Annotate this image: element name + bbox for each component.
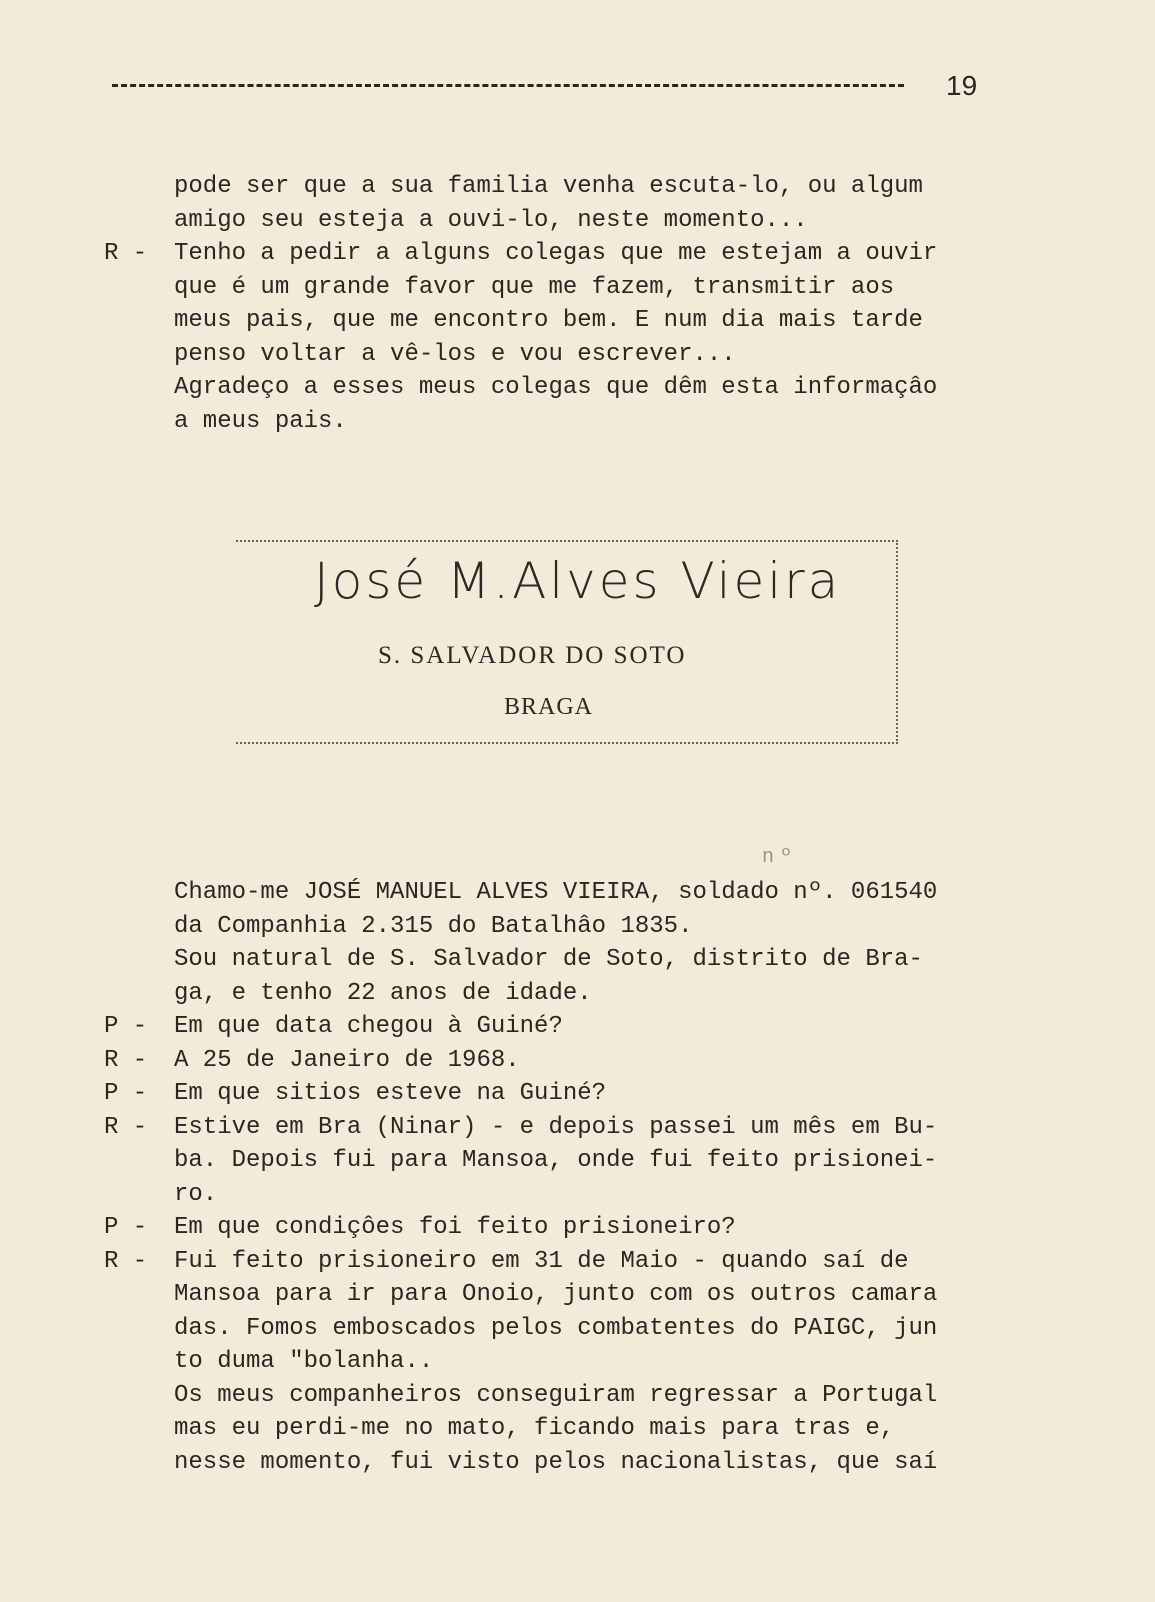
- stamp-place: S. SALVADOR DO SOTO: [378, 642, 687, 669]
- text-line: [104, 405, 1014, 439]
- line-text: ga, e tenho 22 anos de idade.: [174, 979, 592, 1007]
- address-stamp: [236, 540, 898, 744]
- line-text: to duma "bolanha..: [174, 1348, 434, 1375]
- text-line: [104, 1077, 1014, 1111]
- text-line: [104, 1044, 1014, 1078]
- line-text: Mansoa para ir para Onoio, junto com os outros camara: [174, 1281, 938, 1308]
- text-line: [104, 371, 1014, 405]
- text-line: [104, 237, 1014, 271]
- speaker-label: P -: [104, 1080, 148, 1107]
- line-text: da Companhia 2.315 do Batalhâo 1835.: [174, 912, 693, 940]
- line-text: Chamo-me JOSÉ MANUEL ALVES VIEIRA, soldado nº. 061540: [174, 879, 938, 906]
- line-text: mas eu perdi-me no mato, ficando mais para tras e,: [174, 1415, 895, 1442]
- speaker-label: R -: [104, 1113, 148, 1141]
- text-line: [104, 1345, 1014, 1379]
- text-line: [104, 1245, 1014, 1279]
- line-text: A 25 de Janeiro de 1968.: [174, 1046, 520, 1074]
- text-line: [104, 943, 1014, 977]
- line-text: Fui feito prisioneiro em 31 de Maio - quando saí de: [174, 1247, 909, 1275]
- page-number: 19: [946, 70, 978, 101]
- text-line: [104, 1446, 1014, 1480]
- speaker-label: P -: [104, 1214, 148, 1241]
- text-line: [104, 876, 1014, 910]
- text-line: [104, 1144, 1014, 1178]
- text-line: [104, 1211, 1014, 1245]
- text-line: [104, 1312, 1014, 1346]
- line-text: pode ser que a sua familia venha escuta-lo, ou algum: [174, 173, 923, 200]
- text-line: [104, 1178, 1014, 1212]
- line-text: penso voltar a vê-los e vou escrever...: [174, 340, 736, 368]
- line-text: ro.: [174, 1180, 218, 1208]
- text-line: [104, 1111, 1014, 1145]
- text-line: [104, 1278, 1014, 1312]
- interview-section-1: [104, 170, 1014, 438]
- line-text: que é um grande favor que me fazem, transmitir aos: [174, 273, 895, 301]
- stamp-name: José M.Alves Vieira: [314, 552, 842, 610]
- text-line: [104, 170, 1014, 204]
- text-line: [104, 1010, 1014, 1044]
- text-line: [104, 338, 1014, 372]
- speaker-label: P -: [104, 1013, 148, 1040]
- line-text: Agradeço a esses meus colegas que dêm esta informaçâo: [174, 374, 938, 401]
- line-text: a meus pais.: [174, 407, 347, 435]
- line-text: ba. Depois fui para Mansoa, onde fui feito prisionei-: [174, 1147, 938, 1174]
- text-line: [104, 1379, 1014, 1413]
- text-line: [104, 271, 1014, 305]
- text-line: [104, 204, 1014, 238]
- line-text: Em que condiçôes foi feito prisioneiro?: [174, 1214, 736, 1241]
- line-text: Estive em Bra (Ninar) - e depois passei um mês em Bu-: [174, 1113, 938, 1141]
- line-text: Os meus companheiros conseguiram regressar a Portugal: [174, 1381, 938, 1409]
- line-text: das. Fomos emboscados pelos combatentes do PAIGC, jun: [174, 1314, 938, 1342]
- speaker-label: R -: [104, 240, 148, 267]
- interview-section-2: [104, 876, 1014, 1479]
- line-text: nesse momento, fui visto pelos nacionalistas, que saí: [174, 1448, 938, 1476]
- line-text: Tenho a pedir a alguns colegas que me estejam a ouvir: [174, 240, 938, 267]
- text-line: [104, 304, 1014, 338]
- line-text: Em que data chegou à Guiné?: [174, 1013, 563, 1040]
- line-text: Sou natural de S. Salvador de Soto, distrito de Bra-: [174, 946, 923, 973]
- header-dashed-rule: [112, 84, 904, 87]
- speaker-label: R -: [104, 1046, 148, 1074]
- line-text: meus pais, que me encontro bem. E num dia mais tarde: [174, 307, 923, 334]
- text-line: [104, 977, 1014, 1011]
- faint-show-through-text: nº: [762, 846, 799, 869]
- line-text: Em que sitios esteve na Guiné?: [174, 1080, 607, 1107]
- stamp-city: BRAGA: [504, 694, 594, 720]
- speaker-label: R -: [104, 1247, 148, 1275]
- text-line: [104, 910, 1014, 944]
- text-line: [104, 1412, 1014, 1446]
- line-text: amigo seu esteja a ouvi-lo, neste momento...: [174, 206, 808, 234]
